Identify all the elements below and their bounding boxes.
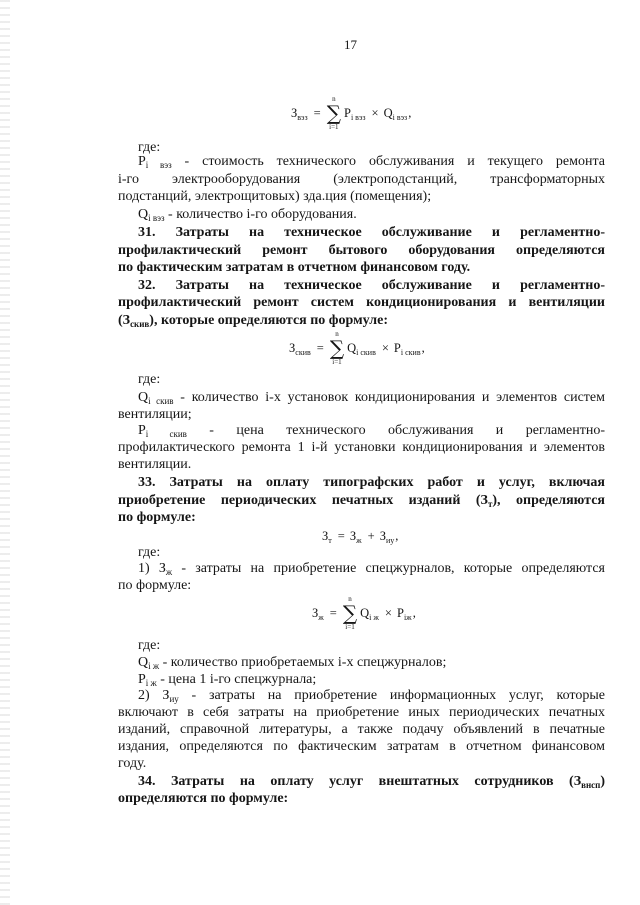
line-text: вентиляции; <box>118 407 192 422</box>
line-text: - количество i-х установок кондиционирования и элементов систем <box>173 390 605 405</box>
sigma-symbol: ∑ <box>329 336 345 360</box>
formula-subscript: iж <box>403 612 412 622</box>
formula-symbol: З <box>291 105 298 120</box>
line-text: приобретение периодических печатных изданий (З <box>118 493 488 508</box>
formula-skiv <box>289 330 425 366</box>
formula-punctuation: , <box>395 528 399 543</box>
formula-operator: + <box>367 528 375 543</box>
formula-symbol: З <box>312 605 319 620</box>
formula-subscript: i скив <box>400 347 421 357</box>
where-label: где: <box>138 638 161 653</box>
sigma-symbol: ∑ <box>326 101 341 125</box>
line-text: ) <box>600 774 605 789</box>
line-text: 31. Затраты на техническое обслуживание и регламентно- <box>138 225 605 240</box>
text-line <box>138 773 605 790</box>
line-text: профилактический ремонт систем кондиционирования и вентиляции <box>118 295 605 310</box>
text-line <box>118 738 605 755</box>
line-text: ), которые определяются по формуле: <box>149 313 388 328</box>
line-text: включают в себя затраты на приобретение иных периодических печатных <box>118 705 605 720</box>
text-line <box>118 188 605 205</box>
subscript: i вэз <box>148 213 165 223</box>
text-line <box>118 456 605 473</box>
formula-zh <box>312 595 416 631</box>
text-line <box>138 474 605 491</box>
text-line <box>118 259 605 276</box>
text-line <box>118 790 605 807</box>
line-text: 33. Затраты на оплату типографских работ и услуг, включая <box>138 475 605 490</box>
text-line <box>118 492 605 509</box>
formula-subscript: иу <box>385 535 395 545</box>
text-line <box>138 389 605 406</box>
line-text: 34. Затраты на оплату услуг внештатных сотрудников (З <box>138 774 582 789</box>
text-line <box>138 544 605 561</box>
text-line <box>138 560 605 577</box>
summation <box>343 595 357 631</box>
text-line <box>138 153 605 170</box>
formula-symbol: Q <box>360 605 370 620</box>
summation <box>330 330 344 366</box>
subscript: ж <box>165 567 173 577</box>
formula-operator: = <box>316 340 324 355</box>
sum-lower-limit: i=1 <box>329 123 339 131</box>
line-text: определяются по формуле: <box>118 791 289 806</box>
symbol: Q <box>138 390 149 405</box>
text-line <box>138 422 605 439</box>
formula-symbol: З <box>289 340 296 355</box>
line-text: ), определяются <box>492 493 605 508</box>
sum-lower-limit: i=1 <box>345 623 355 631</box>
where-label: где: <box>138 372 161 387</box>
line-text: издания, определяются по фактическим затратам в отчетном финансовом <box>118 739 605 754</box>
line-text: профилактического ремонта 1 i-й установки кондиционирования и элементов <box>118 440 605 455</box>
text-line <box>118 294 605 311</box>
line-text: подстанций, электрощитовых) зда.ция (помещения); <box>118 189 432 204</box>
text-line <box>138 654 605 671</box>
summation <box>327 95 341 131</box>
page-number: 17 <box>344 37 357 52</box>
formula-symbol: З <box>349 528 357 543</box>
line-text: вентиляции. <box>118 457 192 472</box>
formula-symbol: З <box>379 528 386 543</box>
symbol: Q <box>138 207 149 222</box>
text-line <box>118 721 605 738</box>
formula-subscript: ж <box>318 612 324 622</box>
text-line <box>138 277 605 294</box>
text-line <box>138 206 605 223</box>
subscript: i скив <box>148 396 174 406</box>
text-line <box>138 637 605 654</box>
where-label: где: <box>138 140 161 155</box>
sum-upper-limit: n <box>335 330 339 338</box>
formula-subscript: i вэз <box>392 112 408 122</box>
text-line <box>118 406 605 423</box>
formula-subscript: i ж <box>369 612 379 622</box>
formula-operator: = <box>313 105 321 120</box>
line-text: 1) З <box>138 561 166 576</box>
formula-punctuation: , <box>412 605 416 620</box>
line-text: по формуле: <box>118 578 192 593</box>
text-line <box>138 671 605 688</box>
text-line <box>118 704 605 721</box>
formula-subscript: т <box>328 535 332 545</box>
text-line <box>118 439 605 456</box>
sum-upper-limit: n <box>348 595 352 603</box>
line-text: по формуле: <box>118 510 196 525</box>
line-text: профилактический ремонт бытового оборудования определяются <box>118 243 605 258</box>
text-line <box>118 171 605 188</box>
formula-operator: × <box>381 340 389 355</box>
formula-subscript: i скив <box>356 347 376 357</box>
formula-symbol: Q <box>383 105 393 120</box>
line-text: 32. Затраты на техническое обслуживание и регламентно- <box>138 278 605 293</box>
symbol: P <box>138 154 146 169</box>
subscript: i вэз <box>145 160 172 170</box>
formula-t <box>322 527 398 545</box>
line-text: - количество приобретаемых i-х спецжурналов; <box>159 655 447 670</box>
formula-symbol: P <box>343 105 351 120</box>
formula-symbol: Q <box>347 340 357 355</box>
subscript: скив <box>130 319 150 329</box>
text-line <box>118 577 605 594</box>
sum-lower-limit: i=1 <box>332 358 342 366</box>
formula-subscript: скив <box>295 347 311 357</box>
line-text: - затраты на приобретение спецжурналов, которые определяются <box>172 561 605 576</box>
subscript: внсп <box>581 780 601 790</box>
formula-subscript: ж <box>356 535 362 545</box>
line-text: по фактическим затратам в отчетном финансовом году. <box>118 260 471 275</box>
text-line <box>138 371 605 388</box>
formula-symbol: З <box>322 528 329 543</box>
symbol: Q <box>138 655 149 670</box>
line-text: 2) З <box>138 688 170 703</box>
formula-operator: × <box>371 105 379 120</box>
line-text: - цена 1 i-го спецжурнала; <box>156 672 317 687</box>
subscript: иу <box>169 694 179 704</box>
line-text: i-го электрооборудования (электроподстанций, трансформаторных <box>118 172 605 187</box>
formula-symbol: P <box>396 605 404 620</box>
formula-punctuation: , <box>408 105 412 120</box>
sum-upper-limit: n <box>332 95 336 103</box>
formula-symbol: P <box>393 340 401 355</box>
text-line <box>118 755 605 772</box>
subscript: i ж <box>148 661 160 671</box>
text-line <box>118 242 605 259</box>
formula-vez <box>291 95 411 131</box>
line-text: изданий, справочной литературы, а также подачу объявлений в печатные <box>118 722 605 737</box>
formula-punctuation: , <box>421 340 425 355</box>
text-line <box>138 687 605 704</box>
formula-operator: × <box>384 605 392 620</box>
symbol: P <box>138 423 146 438</box>
text-line <box>138 224 605 241</box>
sigma-symbol: ∑ <box>342 601 358 625</box>
formula-subscript: вэз <box>297 112 308 122</box>
formula-operator: = <box>329 605 337 620</box>
line-text: - затраты на приобретение информационных услуг, которые <box>178 688 605 703</box>
line-text: (З <box>118 313 131 328</box>
subscript: т <box>487 499 493 509</box>
text-line <box>118 509 605 526</box>
scan-edge-artifact <box>0 0 10 905</box>
line-text: году. <box>118 756 147 771</box>
subscript: i ж <box>145 678 157 688</box>
line-text: - цена технического обслуживания и регламентно- <box>186 423 605 438</box>
line-text: - стоимость технического обслуживания и текущего ремонта <box>171 154 605 169</box>
where-label: где: <box>138 545 161 560</box>
text-line <box>118 312 605 329</box>
subscript: i скив <box>145 429 187 439</box>
formula-operator: = <box>337 528 345 543</box>
formula-subscript: i вэз <box>350 112 366 122</box>
symbol: P <box>138 672 146 687</box>
line-text: - количество i-го оборудования. <box>164 207 357 222</box>
